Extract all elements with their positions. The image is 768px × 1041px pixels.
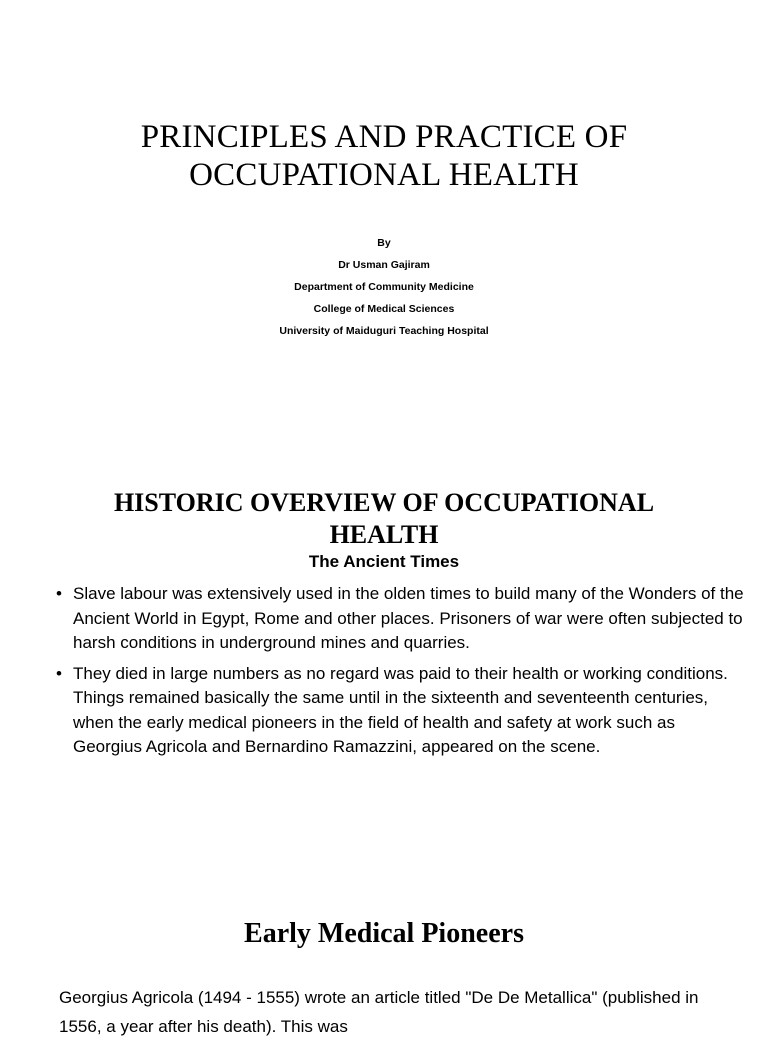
title-line-1: PRINCIPLES AND PRACTICE OF — [140, 119, 628, 156]
list-item-text: Slave labour was extensively used in the olden times to build many of the Wonders of the Ancient World in Egypt, Rome and other places. Prisoners of war were often subjected to harsh conditions in underground mines and quarries. — [73, 584, 744, 652]
byline-by: By — [377, 237, 391, 249]
section-title-line-2: HEALTH — [329, 519, 439, 549]
byline-institution: University of Maiduguri Teaching Hospital — [279, 325, 489, 337]
bullet-icon: • — [56, 584, 62, 603]
section-title-line-1: HISTORIC OVERVIEW OF OCCUPATIONAL — [113, 487, 655, 517]
bullet-icon: • — [56, 663, 62, 683]
body-paragraph: Georgius Agricola (1494 - 1555) wrote an article titled "De De Metallica" (published in 1556, a year after his death). This was — [59, 988, 699, 1036]
section-title-historic-overview — [0, 487, 768, 551]
subheading-ancient-times: The Ancient Times — [308, 552, 460, 571]
author-byline — [0, 232, 768, 342]
bullet-list — [56, 582, 746, 766]
page-title — [0, 118, 768, 194]
title-line-2: OCCUPATIONAL HEALTH — [189, 157, 579, 194]
byline-department: Department of Community Medicine — [294, 281, 474, 293]
byline-author: Dr Usman Gajiram — [338, 259, 430, 271]
list-item — [56, 582, 746, 656]
section-title-early-pioneers: Early Medical Pioneers — [244, 918, 524, 950]
byline-college: College of Medical Sciences — [313, 303, 455, 315]
list-item — [56, 662, 746, 760]
list-item-text: They died in large numbers as no regard was paid to their health or working conditions. Things remained basically the same until in the sixteenth and seventeenth centuries, when the early medical pioneers in the field of health and safety at work such as Georgius Agricola and Bernardino Ramazzini, appeared on the scene. — [73, 663, 728, 756]
